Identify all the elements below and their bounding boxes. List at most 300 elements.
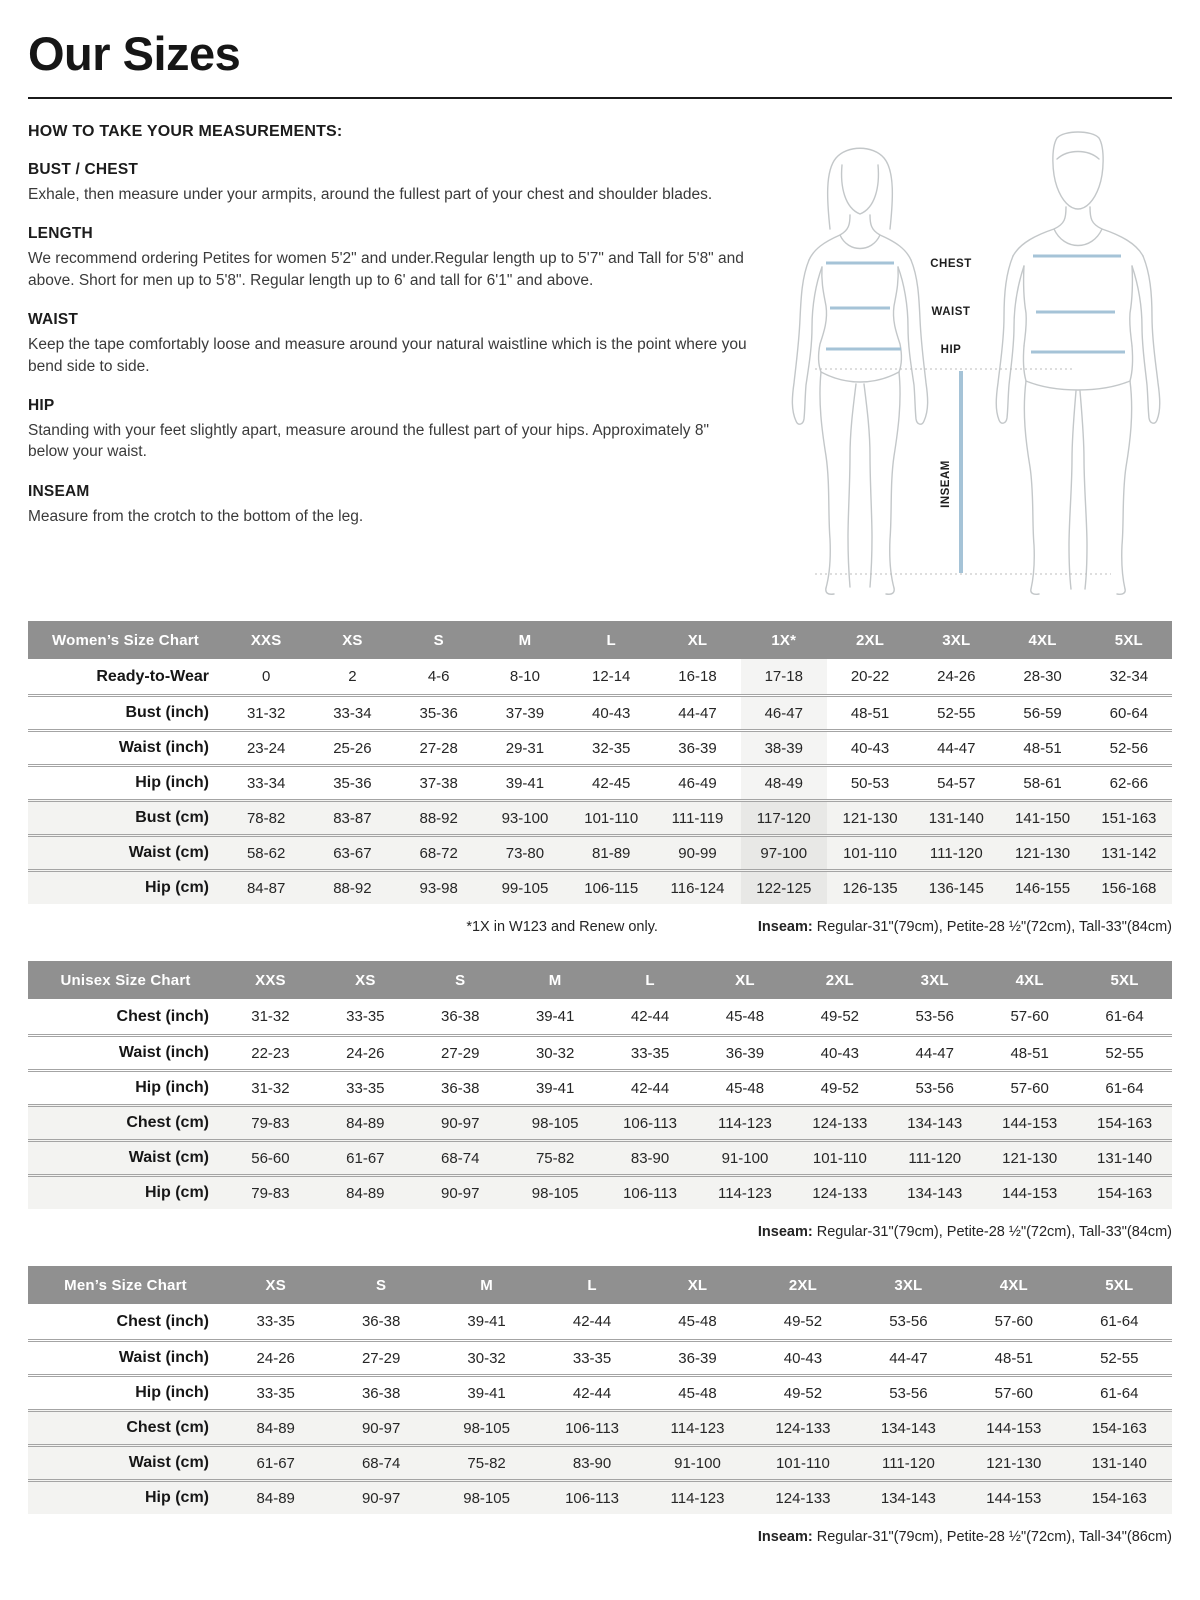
size-cell: 37-39 xyxy=(505,704,545,722)
size-column-header: XXS xyxy=(250,631,282,649)
table-header-row xyxy=(28,1266,1172,1304)
size-cell: 48-49 xyxy=(741,767,827,799)
size-cell: 90-97 xyxy=(361,1419,401,1437)
size-cell: 121-130 xyxy=(986,1454,1042,1472)
size-cell: 91-100 xyxy=(721,1149,769,1167)
section-length xyxy=(28,225,748,291)
size-cell: 63-67 xyxy=(333,844,372,862)
size-cell: 84-87 xyxy=(246,879,286,897)
table-row xyxy=(28,799,1172,834)
size-cell: 90-97 xyxy=(441,1114,480,1132)
size-cell: 56-60 xyxy=(251,1149,290,1167)
size-cell: 154-163 xyxy=(1091,1489,1147,1507)
size-cell: 124-133 xyxy=(812,1184,868,1202)
size-cell: 58-61 xyxy=(1023,774,1062,792)
size-cell: 42-45 xyxy=(592,774,631,792)
footnote-inseam-label: Inseam: xyxy=(757,1224,813,1240)
size-cell: 111-120 xyxy=(929,844,983,862)
row-label: Hip (inch) xyxy=(135,774,209,791)
row-label: Hip (cm) xyxy=(145,879,209,896)
size-cell: 24-26 xyxy=(346,1044,385,1062)
section-inseam xyxy=(28,483,748,527)
size-column-header: 5XL xyxy=(1105,1276,1134,1294)
size-cell: 144-153 xyxy=(1002,1114,1058,1132)
inseam-label: INSEAM xyxy=(940,460,952,508)
size-cell: 24-26 xyxy=(256,1349,295,1367)
size-cell: 45-48 xyxy=(725,1079,765,1097)
size-cell: 131-140 xyxy=(1097,1149,1153,1167)
size-cell: 126-135 xyxy=(842,879,898,897)
row-label: Hip (cm) xyxy=(145,1489,209,1506)
table-title: Men’s Size Chart xyxy=(64,1276,187,1294)
size-cell: 31-32 xyxy=(246,704,286,722)
size-cell: 81-89 xyxy=(592,844,631,862)
size-cell: 37-38 xyxy=(419,774,458,792)
size-cell: 131-140 xyxy=(928,809,984,827)
section-body: We recommend ordering Petites for women 5'2" and under.Regular length up to 5'7" and Tall for 5'8" and above. Short for men up to 5'8". Regular length up to 6' and tall for 6'1" and above. xyxy=(28,250,744,289)
size-cell: 101-110 xyxy=(812,1149,867,1167)
size-cell: 22-23 xyxy=(251,1044,290,1062)
size-cell: 39-41 xyxy=(467,1384,506,1402)
size-cell: 61-64 xyxy=(1100,1384,1139,1402)
size-cell: 124-133 xyxy=(812,1114,868,1132)
footnote-1x-note: *1X in W123 and Renew only. xyxy=(466,919,658,935)
size-cell: 27-29 xyxy=(361,1349,401,1367)
size-cell: 131-140 xyxy=(1091,1454,1147,1472)
size-cell: 44-47 xyxy=(678,704,717,722)
size-cell: 39-41 xyxy=(467,1313,506,1330)
size-column-header: XS xyxy=(355,971,376,989)
size-cell: 111-120 xyxy=(881,1454,935,1472)
size-cell: 46-47 xyxy=(741,697,827,729)
section-hip xyxy=(28,397,748,463)
table-row xyxy=(28,1339,1172,1374)
size-cell: 93-98 xyxy=(419,879,458,897)
hip-label: HIP xyxy=(940,344,962,356)
size-cell: 48-51 xyxy=(994,1349,1034,1367)
size-cell: 35-36 xyxy=(419,704,458,722)
size-cell: 68-74 xyxy=(361,1454,401,1472)
size-cell: 58-62 xyxy=(246,844,286,862)
size-cell: 83-87 xyxy=(333,809,372,827)
size-cell: 12-14 xyxy=(592,668,631,685)
size-cell: 151-163 xyxy=(1101,809,1157,827)
size-cell: 0 xyxy=(261,668,271,685)
diagram-labels xyxy=(930,258,971,508)
size-chart-women xyxy=(28,621,1172,935)
size-cell: 35-36 xyxy=(333,774,372,792)
size-cell: 57-60 xyxy=(1010,1008,1049,1025)
size-cell: 134-143 xyxy=(907,1114,963,1132)
size-cell: 40-43 xyxy=(820,1044,860,1062)
size-cell: 156-168 xyxy=(1101,879,1157,897)
table-row xyxy=(28,1409,1172,1444)
table-row xyxy=(28,1479,1172,1514)
size-column-header: XL xyxy=(687,1276,708,1294)
size-column-header: 1X* xyxy=(771,631,797,649)
size-cell: 90-99 xyxy=(678,844,717,862)
size-cell: 48-51 xyxy=(1010,1044,1049,1062)
size-cell: 48-51 xyxy=(850,704,890,722)
footnote-inseam-text: Regular-31"(79cm), Petite-28 ½"(72cm), Tall-33"(84cm) xyxy=(812,1224,1172,1240)
size-cell: 121-130 xyxy=(1015,844,1071,862)
row-label: Chest (cm) xyxy=(126,1419,209,1436)
size-cell: 23-24 xyxy=(246,739,286,757)
size-column-header: L xyxy=(606,631,616,649)
size-cell: 33-34 xyxy=(246,774,286,792)
table-row xyxy=(28,729,1172,764)
table-footnotes xyxy=(28,1224,1172,1240)
section-heading: INSEAM xyxy=(28,482,90,500)
size-cell: 49-52 xyxy=(783,1313,823,1330)
size-cell: 52-56 xyxy=(1109,739,1149,757)
size-cell: 121-130 xyxy=(842,809,898,827)
size-tables xyxy=(28,621,1172,1545)
size-cell: 83-90 xyxy=(572,1454,612,1472)
body-figures-illustration xyxy=(768,125,1164,595)
size-cell: 33-35 xyxy=(346,1079,385,1097)
size-cell: 49-52 xyxy=(783,1384,823,1402)
size-cell: 36-38 xyxy=(441,1079,480,1097)
section-bust-chest xyxy=(28,161,748,205)
size-column-header: 2XL xyxy=(788,1276,817,1294)
size-cell: 134-143 xyxy=(880,1489,936,1507)
row-label: Chest (inch) xyxy=(116,1312,209,1330)
size-cell: 50-53 xyxy=(850,774,890,792)
table-row xyxy=(28,1069,1172,1104)
size-cell: 57-60 xyxy=(1010,1079,1049,1097)
row-label: Bust (inch) xyxy=(125,704,209,721)
size-cell: 90-97 xyxy=(361,1489,401,1507)
size-cell: 31-32 xyxy=(251,1008,290,1025)
size-cell: 98-105 xyxy=(531,1114,579,1132)
size-column-header: 4XL xyxy=(1028,631,1057,649)
size-cell: 90-97 xyxy=(441,1184,480,1202)
size-cell: 61-64 xyxy=(1100,1313,1139,1330)
size-cell: 49-52 xyxy=(820,1008,860,1025)
size-cell: 154-163 xyxy=(1091,1419,1147,1437)
table-row xyxy=(28,999,1172,1034)
size-cell: 39-41 xyxy=(535,1008,575,1025)
size-cell: 106-113 xyxy=(565,1419,620,1437)
size-cell: 131-142 xyxy=(1101,844,1157,862)
size-cell: 56-59 xyxy=(1023,704,1062,722)
size-cell: 136-145 xyxy=(928,879,984,897)
section-waist xyxy=(28,311,748,377)
size-cell: 44-47 xyxy=(915,1044,954,1062)
size-cell: 32-35 xyxy=(592,739,631,757)
size-cell: 91-100 xyxy=(674,1454,721,1472)
size-cell: 114-123 xyxy=(670,1489,725,1507)
size-cell: 84-89 xyxy=(256,1489,295,1507)
how-to-heading: HOW TO TAKE YOUR MEASUREMENTS: xyxy=(28,123,343,140)
size-cell: 48-51 xyxy=(1023,739,1062,757)
size-cell: 93-100 xyxy=(501,809,549,827)
row-label: Waist (cm) xyxy=(128,844,209,861)
size-cell: 61-64 xyxy=(1105,1008,1144,1025)
row-label: Chest (inch) xyxy=(116,1007,209,1025)
size-column-header: 3XL xyxy=(920,971,949,989)
size-cell: 101-110 xyxy=(775,1454,830,1472)
size-column-header: 2XL xyxy=(855,631,885,649)
footnote-inseam-label: Inseam: xyxy=(757,1529,813,1545)
size-cell: 88-92 xyxy=(333,879,372,897)
size-cell: 62-66 xyxy=(1109,774,1149,792)
section-heading: LENGTH xyxy=(28,225,93,243)
table-row xyxy=(28,764,1172,799)
size-cell: 73-80 xyxy=(505,844,545,862)
size-cell: 101-110 xyxy=(843,844,897,862)
section-body: Keep the tape comfortably loose and measure around your natural waistline which is the point where you bend side to side. xyxy=(28,336,747,375)
size-cell: 29-31 xyxy=(505,739,545,757)
table-footnotes xyxy=(28,919,1172,935)
size-cell: 101-110 xyxy=(584,809,639,827)
page-title: Our Sizes xyxy=(28,27,241,80)
size-column-header: M xyxy=(518,631,532,649)
table-row xyxy=(28,659,1172,694)
size-cell: 88-92 xyxy=(419,809,458,827)
size-cell: 42-44 xyxy=(630,1079,670,1097)
size-cell: 31-32 xyxy=(251,1079,290,1097)
size-cell: 33-34 xyxy=(333,704,372,722)
size-cell: 99-105 xyxy=(501,879,549,897)
chest-label: CHEST xyxy=(930,258,972,270)
size-cell: 53-56 xyxy=(889,1313,928,1330)
size-cell: 30-32 xyxy=(467,1349,506,1367)
size-cell: 134-143 xyxy=(907,1184,963,1202)
section-heading: BUST / CHEST xyxy=(28,161,139,178)
table-header-row xyxy=(28,621,1172,659)
size-cell: 60-64 xyxy=(1109,704,1149,722)
size-cell: 27-28 xyxy=(419,739,458,757)
size-column-header: 2XL xyxy=(825,971,854,989)
size-cell: 25-26 xyxy=(333,739,372,757)
size-column-header: XXS xyxy=(255,971,286,989)
row-label: Chest (cm) xyxy=(126,1114,209,1131)
size-cell: 144-153 xyxy=(1002,1184,1058,1202)
size-cell: 52-55 xyxy=(937,704,976,722)
footnote-inseam xyxy=(758,919,1172,935)
size-cell: 44-47 xyxy=(889,1349,928,1367)
size-cell: 28-30 xyxy=(1023,668,1062,685)
size-cell: 36-38 xyxy=(361,1384,401,1402)
size-cell: 40-43 xyxy=(850,739,890,757)
row-label: Hip (inch) xyxy=(135,1079,209,1096)
size-column-header: 3XL xyxy=(942,631,971,649)
size-cell: 124-133 xyxy=(775,1419,831,1437)
waist-label: WAIST xyxy=(931,306,971,318)
size-cell: 98-105 xyxy=(531,1184,579,1202)
size-cell: 154-163 xyxy=(1097,1184,1153,1202)
size-cell: 45-48 xyxy=(678,1313,717,1330)
size-cell: 121-130 xyxy=(1002,1149,1058,1167)
measure-lines xyxy=(826,256,1125,573)
size-column-header: L xyxy=(587,1276,597,1294)
size-cell: 8-10 xyxy=(509,668,540,685)
size-cell: 45-48 xyxy=(725,1008,765,1025)
size-cell: 57-60 xyxy=(994,1313,1034,1330)
size-cell: 2 xyxy=(348,668,357,685)
row-label: Waist (cm) xyxy=(128,1454,209,1471)
size-cell: 106-113 xyxy=(623,1184,678,1202)
size-chart-men xyxy=(28,1266,1172,1545)
size-cell: 98-105 xyxy=(463,1419,510,1437)
measurement-instructions xyxy=(28,123,768,547)
size-cell: 117-120 xyxy=(741,802,827,834)
table-footnotes xyxy=(28,1529,1172,1545)
size-cell: 97-100 xyxy=(741,837,827,869)
female-figure-outline xyxy=(792,148,927,594)
row-label: Waist (inch) xyxy=(118,739,209,756)
size-cell: 53-56 xyxy=(889,1384,928,1402)
size-cell: 146-155 xyxy=(1015,879,1071,897)
size-column-header: XL xyxy=(735,971,755,989)
size-column-header: XL xyxy=(687,631,708,649)
table-row xyxy=(28,869,1172,904)
size-cell: 33-35 xyxy=(256,1384,295,1402)
size-cell: 75-82 xyxy=(535,1149,575,1167)
size-column-header: XS xyxy=(342,631,363,649)
row-label: Hip (cm) xyxy=(145,1184,209,1201)
size-cell: 114-123 xyxy=(717,1114,772,1132)
row-label: Waist (inch) xyxy=(118,1349,209,1366)
size-cell: 68-72 xyxy=(419,844,458,862)
size-cell: 134-143 xyxy=(880,1419,936,1437)
male-figure-outline xyxy=(996,132,1160,594)
size-cell: 144-153 xyxy=(986,1419,1042,1437)
table-row xyxy=(28,1034,1172,1069)
size-column-header: L xyxy=(645,971,655,989)
size-column-header: S xyxy=(455,971,466,989)
size-cell: 36-39 xyxy=(725,1044,765,1062)
size-cell: 42-44 xyxy=(630,1008,670,1025)
section-heading: HIP xyxy=(28,396,55,414)
table-row xyxy=(28,834,1172,869)
section-body: Standing with your feet slightly apart, measure around the fullest part of your hips. Approximately 8" below your waist. xyxy=(28,421,709,461)
size-column-header: 4XL xyxy=(999,1276,1028,1294)
size-cell: 114-123 xyxy=(670,1419,725,1437)
size-cell: 27-29 xyxy=(441,1044,480,1062)
size-cell: 122-125 xyxy=(741,872,827,904)
size-cell: 83-90 xyxy=(630,1149,670,1167)
section-heading: WAIST xyxy=(28,311,79,329)
table-row xyxy=(28,1174,1172,1209)
size-column-header: M xyxy=(480,1276,493,1294)
size-cell: 124-133 xyxy=(775,1489,831,1507)
row-label: Waist (inch) xyxy=(118,1044,209,1061)
row-label: Ready-to-Wear xyxy=(96,667,209,685)
section-body: Exhale, then measure under your armpits, around the fullest part of your chest and shoulder blades. xyxy=(28,186,713,203)
size-cell: 57-60 xyxy=(994,1384,1034,1402)
size-cell: 78-82 xyxy=(246,809,286,827)
size-cell: 111-119 xyxy=(671,809,724,827)
size-cell: 24-26 xyxy=(937,668,976,685)
size-column-header: S xyxy=(433,631,444,649)
size-column-header: 5XL xyxy=(1110,971,1139,989)
title-divider xyxy=(28,97,1172,99)
size-cell: 33-35 xyxy=(346,1008,385,1025)
table-row xyxy=(28,1104,1172,1139)
size-cell: 75-82 xyxy=(467,1454,506,1472)
size-cell: 84-89 xyxy=(256,1419,295,1437)
size-cell: 79-83 xyxy=(251,1184,290,1202)
size-cell: 61-67 xyxy=(256,1454,295,1472)
size-cell: 30-32 xyxy=(535,1044,575,1062)
size-cell: 49-52 xyxy=(820,1079,860,1097)
size-cell: 68-74 xyxy=(441,1149,480,1167)
size-cell: 36-38 xyxy=(361,1313,401,1330)
footnote-inseam xyxy=(758,1529,1172,1545)
size-cell: 53-56 xyxy=(915,1079,954,1097)
size-cell: 116-124 xyxy=(670,879,725,897)
size-cell: 106-113 xyxy=(565,1489,620,1507)
table-row xyxy=(28,1304,1172,1339)
table-title: Women’s Size Chart xyxy=(52,631,199,649)
size-column-header: 3XL xyxy=(894,1276,923,1294)
row-label: Bust (cm) xyxy=(135,809,209,826)
size-cell: 46-49 xyxy=(678,774,717,792)
section-body: Measure from the crotch to the bottom of the leg. xyxy=(28,507,364,525)
size-cell: 42-44 xyxy=(572,1313,612,1330)
size-cell: 141-150 xyxy=(1015,809,1071,827)
size-cell: 33-35 xyxy=(630,1044,670,1062)
size-cell: 84-89 xyxy=(346,1184,385,1202)
size-column-header: M xyxy=(548,971,562,989)
size-chart-unisex xyxy=(28,961,1172,1240)
size-cell: 84-89 xyxy=(346,1114,385,1132)
size-cell: 33-35 xyxy=(256,1313,295,1330)
size-cell: 39-41 xyxy=(535,1079,575,1097)
size-cell: 39-41 xyxy=(505,774,545,792)
size-cell: 52-55 xyxy=(1105,1044,1144,1062)
measurement-diagram xyxy=(768,123,1168,595)
size-cell: 114-123 xyxy=(717,1184,772,1202)
size-cell: 4-6 xyxy=(427,668,450,685)
table-row xyxy=(28,1139,1172,1174)
size-cell: 36-38 xyxy=(441,1008,480,1025)
size-cell: 154-163 xyxy=(1097,1114,1153,1132)
size-cell: 111-120 xyxy=(908,1149,962,1167)
size-cell: 61-64 xyxy=(1105,1079,1144,1097)
footnote-inseam-label: Inseam: xyxy=(757,919,813,935)
size-cell: 20-22 xyxy=(850,668,890,685)
size-cell: 44-47 xyxy=(937,739,976,757)
size-column-header: S xyxy=(376,1276,387,1294)
size-column-header: 4XL xyxy=(1015,971,1044,989)
size-cell: 53-56 xyxy=(915,1008,954,1025)
size-cell: 42-44 xyxy=(572,1384,612,1402)
size-cell: 45-48 xyxy=(678,1384,717,1402)
table-row xyxy=(28,1374,1172,1409)
size-cell: 36-39 xyxy=(678,739,717,757)
row-label: Waist (cm) xyxy=(128,1149,209,1166)
size-cell: 32-34 xyxy=(1109,668,1149,685)
footnote-inseam-text: Regular-31"(79cm), Petite-28 ½"(72cm), Tall-34"(86cm) xyxy=(812,1529,1172,1545)
table-row xyxy=(28,694,1172,729)
intro-section xyxy=(28,123,1172,595)
row-label: Hip (inch) xyxy=(135,1384,209,1401)
size-cell: 36-39 xyxy=(678,1349,717,1367)
size-column-header: XS xyxy=(265,1276,286,1294)
size-cell: 79-83 xyxy=(251,1114,290,1132)
table-title: Unisex Size Chart xyxy=(60,971,191,989)
size-cell: 61-67 xyxy=(346,1149,385,1167)
table-row xyxy=(28,1444,1172,1479)
size-column-header: 5XL xyxy=(1114,631,1143,649)
size-cell: 54-57 xyxy=(937,774,976,792)
size-cell: 17-18 xyxy=(741,659,827,694)
size-cell: 33-35 xyxy=(572,1349,612,1367)
